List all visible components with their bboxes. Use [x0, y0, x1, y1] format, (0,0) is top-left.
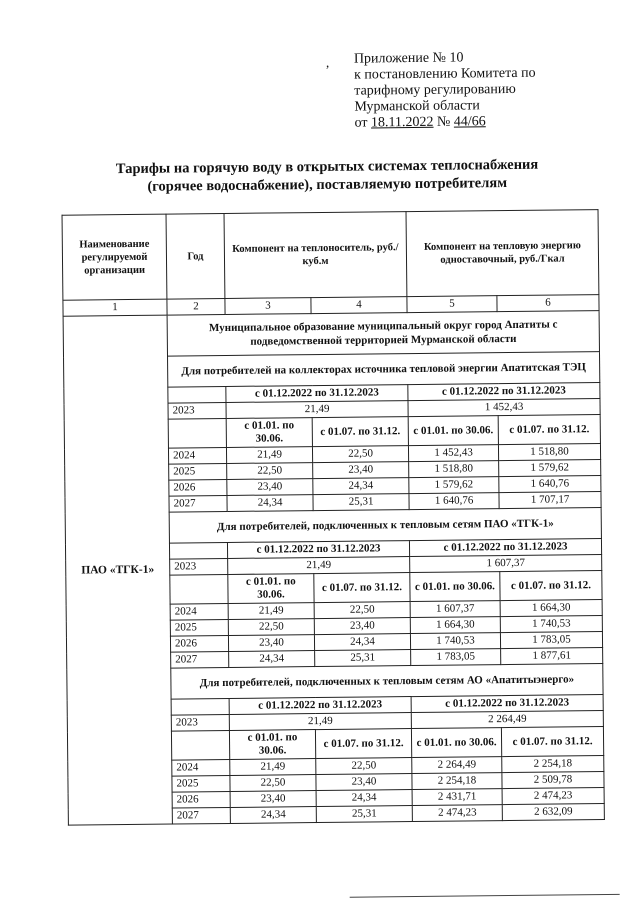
number-sign: № [436, 114, 451, 130]
heat-value: 1 452,43 [408, 399, 600, 417]
header-org: Наименование регулируемой организации [62, 214, 167, 300]
col-number: 2 [167, 298, 225, 315]
date-prefix: от [354, 115, 368, 131]
title-line-2: (горячее водоснабжение), поставляемую потребителям [147, 175, 508, 195]
carrier-value: 25,31 [316, 806, 412, 823]
carrier-value: 23,40 [227, 479, 313, 496]
year-cell: 2025 [170, 619, 228, 636]
carrier-value: 23,40 [316, 774, 412, 791]
year-cell: 2025 [169, 463, 227, 480]
footer-line [350, 894, 620, 898]
heat-value: 2 431,71 [412, 789, 502, 806]
carrier-value: 21,49 [228, 557, 410, 575]
heat-value: 2 254,18 [502, 756, 604, 773]
empty-cell [171, 698, 229, 715]
heat-value: 1 452,43 [408, 445, 498, 462]
heat-value: 1 579,62 [499, 460, 601, 477]
year-cell: 2027 [169, 495, 227, 512]
year-cell: 2023 [170, 558, 228, 575]
heat-value: 1 518,80 [498, 444, 600, 461]
section-title: Для потребителей, подключенных к тепловым сетям ПАО «ТГК-1» [169, 508, 601, 544]
col-number: 5 [407, 296, 497, 313]
municipality-name: Муниципальное образование муниципальный округ город Апатиты с подведомственной территорией Мурманской области [167, 311, 599, 357]
carrier-value: 21,49 [228, 603, 314, 620]
carrier-value: 24,34 [229, 651, 315, 668]
table-header-row [62, 210, 599, 301]
heat-value: 1 640,76 [409, 493, 499, 510]
year-cell: 2024 [168, 447, 226, 464]
heat-value: 1 579,62 [409, 477, 499, 494]
appendix-line-2: к постановлению Комитета по [353, 65, 536, 83]
heat-value: 2 254,18 [412, 773, 502, 790]
appendix-line-3: тарифному регулированию [354, 81, 516, 99]
carrier-value: 23,40 [313, 462, 409, 479]
carrier-value: 21,49 [226, 401, 408, 419]
period-label: с 01.12.2022 по 31.12.2023 [411, 695, 603, 713]
heat-value: 1 664,30 [500, 600, 602, 617]
section-title: Для потребителей, подключенных к тепловым сетям АО «Апатитыэнерго» [171, 664, 603, 700]
carrier-value: 22,50 [228, 619, 314, 636]
period-label: с 01.12.2022 по 31.12.2023 [409, 539, 601, 557]
carrier-value: 22,50 [314, 602, 410, 619]
year-cell: 2026 [169, 479, 227, 496]
year-cell: 2026 [170, 635, 228, 652]
period-label: с 01.12.2022 по 31.12.2023 [408, 383, 600, 401]
half-year-label: с 01.07. по 31.12. [501, 727, 603, 757]
organization-name: ПАО «ТГК-1» [63, 315, 172, 825]
period-label: с 01.12.2022 по 31.12.2023 [226, 385, 408, 403]
appendix-line-1: Приложение № 10 [353, 50, 464, 67]
carrier-value: 25,31 [315, 650, 411, 667]
year-cell: 2027 [172, 807, 230, 824]
appendix-date-line [355, 114, 537, 132]
half-year-label: с 01.07. по 31.12. [314, 573, 410, 603]
empty-cell [170, 574, 228, 604]
year-cell: 2025 [172, 775, 230, 792]
empty-cell [169, 542, 227, 559]
carrier-value: 24,34 [313, 478, 409, 495]
half-year-label: с 01.01. по 30.06. [226, 418, 312, 448]
col-number: 1 [63, 299, 167, 316]
empty-cell [168, 418, 226, 448]
half-year-label: с 01.07. по 31.12. [498, 415, 600, 445]
carrier-value: 24,34 [314, 634, 410, 651]
half-year-label: с 01.01. по 30.06. [411, 728, 501, 758]
heat-value: 2 474,23 [502, 788, 604, 805]
header-year: Год [166, 213, 225, 299]
col-number: 3 [225, 298, 311, 315]
half-year-label: с 01.07. по 31.12. [312, 417, 408, 447]
carrier-value: 25,31 [313, 494, 409, 511]
heat-value: 2 632,09 [502, 804, 604, 821]
heat-value: 1 783,05 [411, 649, 501, 666]
carrier-value: 22,50 [227, 463, 313, 480]
tariff-table [62, 209, 605, 826]
carrier-value: 24,34 [227, 495, 313, 512]
heat-value: 1 518,80 [409, 461, 499, 478]
header-carrier: Компонент на теплоноситель, руб./куб.м [224, 212, 407, 299]
heat-value: 1 877,61 [501, 648, 603, 665]
carrier-value: 21,49 [226, 447, 312, 464]
heat-value: 1 783,05 [500, 632, 602, 649]
empty-cell [168, 386, 226, 403]
year-cell: 2023 [171, 714, 229, 731]
half-year-label: с 01.01. по 30.06. [410, 572, 500, 602]
col-number: 4 [311, 297, 407, 314]
heat-value: 2 509,78 [502, 772, 604, 789]
stray-mark: , [325, 54, 330, 70]
carrier-value: 22,50 [230, 775, 316, 792]
title-line-1: Тарифы на горячую воду в открытых системах теплоснабжения [115, 156, 539, 178]
period-label: с 01.12.2022 по 31.12.2023 [229, 697, 411, 715]
heat-value: 2 474,23 [412, 805, 502, 822]
appendix-header [354, 50, 536, 132]
year-cell: 2024 [170, 603, 228, 620]
carrier-value: 22,50 [316, 758, 412, 775]
year-cell: 2026 [172, 791, 230, 808]
heat-value: 2 264,49 [412, 757, 502, 774]
carrier-value: 22,50 [312, 446, 408, 463]
period-label: с 01.12.2022 по 31.12.2023 [227, 541, 409, 559]
empty-cell [171, 730, 229, 760]
decree-number: 44/66 [453, 114, 486, 130]
decree-date: 18.11.2022 [370, 114, 434, 131]
header-heat: Компонент на тепловую энергию одноставочный, руб./Гкал [406, 210, 599, 297]
col-number: 6 [497, 295, 599, 312]
heat-value: 1 607,37 [410, 555, 602, 573]
half-year-label: с 01.07. по 31.12. [315, 729, 411, 759]
carrier-value: 24,34 [230, 807, 316, 824]
carrier-value: 24,34 [316, 790, 412, 807]
heat-value: 1 640,76 [499, 476, 601, 493]
document-title [57, 155, 597, 197]
carrier-value: 23,40 [314, 618, 410, 635]
carrier-value: 23,40 [228, 635, 314, 652]
heat-value: 2 264,49 [411, 711, 603, 729]
heat-value: 1 740,53 [410, 633, 500, 650]
half-year-label: с 01.01. по 30.06. [229, 730, 315, 760]
appendix-line-4: Мурманской области [354, 98, 480, 115]
carrier-value: 23,40 [230, 791, 316, 808]
year-cell: 2027 [171, 651, 229, 668]
heat-value: 1 607,37 [410, 601, 500, 618]
heat-value: 1 707,17 [499, 492, 601, 509]
year-cell: 2023 [168, 402, 226, 419]
municipality-row [63, 311, 599, 358]
half-year-label: с 01.07. по 31.12. [500, 571, 602, 601]
year-cell: 2024 [172, 759, 230, 776]
heat-value: 1 740,53 [500, 616, 602, 633]
half-year-label: с 01.01. по 30.06. [408, 416, 498, 446]
section-title: Для потребителей на коллекторах источника тепловой энергии Апатитская ТЭЦ [168, 352, 600, 388]
heat-value: 1 664,30 [410, 617, 500, 634]
half-year-label: с 01.01. по 30.06. [228, 574, 314, 604]
carrier-value: 21,49 [230, 759, 316, 776]
carrier-value: 21,49 [229, 713, 411, 731]
